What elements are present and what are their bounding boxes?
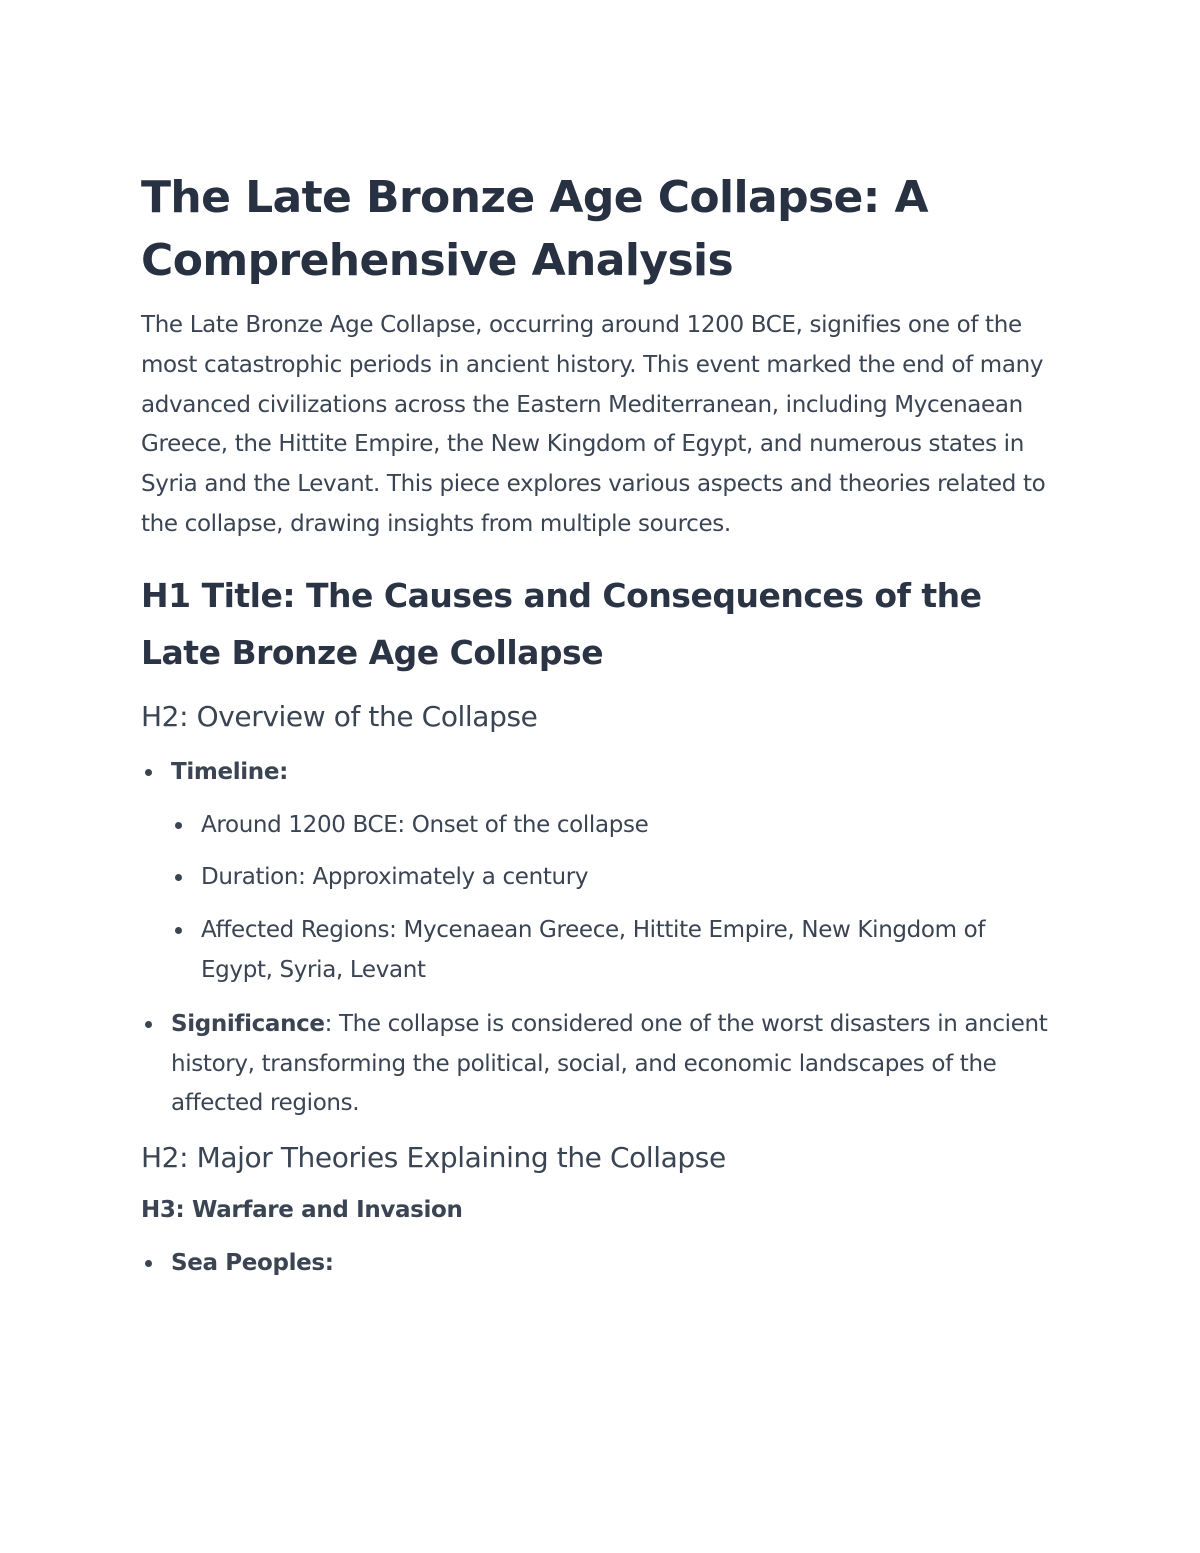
timeline-label: Timeline: bbox=[171, 758, 288, 785]
significance-item bbox=[141, 1005, 1061, 1124]
significance-text: : The collapse is considered one of the worst disasters in ancient history, transforming the political, social, and economic landscapes of the affected regions. bbox=[171, 1010, 1048, 1117]
theories-list bbox=[141, 1244, 1061, 1284]
overview-list bbox=[141, 753, 1061, 1124]
warfare-subheading: H3: Warfare and Invasion bbox=[141, 1197, 463, 1224]
sea-peoples-label: Sea Peoples: bbox=[171, 1250, 334, 1277]
theories-heading: H2: Major Theories Explaining the Collapse bbox=[141, 1141, 726, 1175]
significance-label: Significance bbox=[171, 1010, 325, 1037]
document-title: The Late Bronze Age Collapse: A Comprehensive Analysis bbox=[141, 172, 928, 286]
list-item: Around 1200 BCE: Onset of the collapse bbox=[171, 806, 1061, 846]
overview-heading: H2: Overview of the Collapse bbox=[141, 699, 538, 733]
timeline-sublist bbox=[171, 806, 1061, 991]
h1-heading: H1 Title: The Causes and Consequences of the Late Bronze Age Collapse bbox=[141, 575, 982, 672]
sea-peoples-item bbox=[141, 1244, 1061, 1284]
list-item: Duration: Approximately a century bbox=[171, 858, 1061, 898]
intro-paragraph: The Late Bronze Age Collapse, occurring around 1200 BCE, signifies one of the most catastrophic periods in ancient history. This event marked the end of many advanced civilizations across the Eastern Mediterranean, including Mycenaean Greece, the Hittite Empire, the New Kingdom of Egypt, and numerous states in Syria and the Levant. This piece explores various aspects and theories related to the collapse, drawing insights from multiple sources. bbox=[141, 312, 1046, 537]
timeline-item bbox=[141, 753, 1061, 991]
document-page bbox=[141, 166, 1061, 1284]
list-item: Affected Regions: Mycenaean Greece, Hittite Empire, New Kingdom of Egypt, Syria, Levant bbox=[171, 911, 1061, 991]
